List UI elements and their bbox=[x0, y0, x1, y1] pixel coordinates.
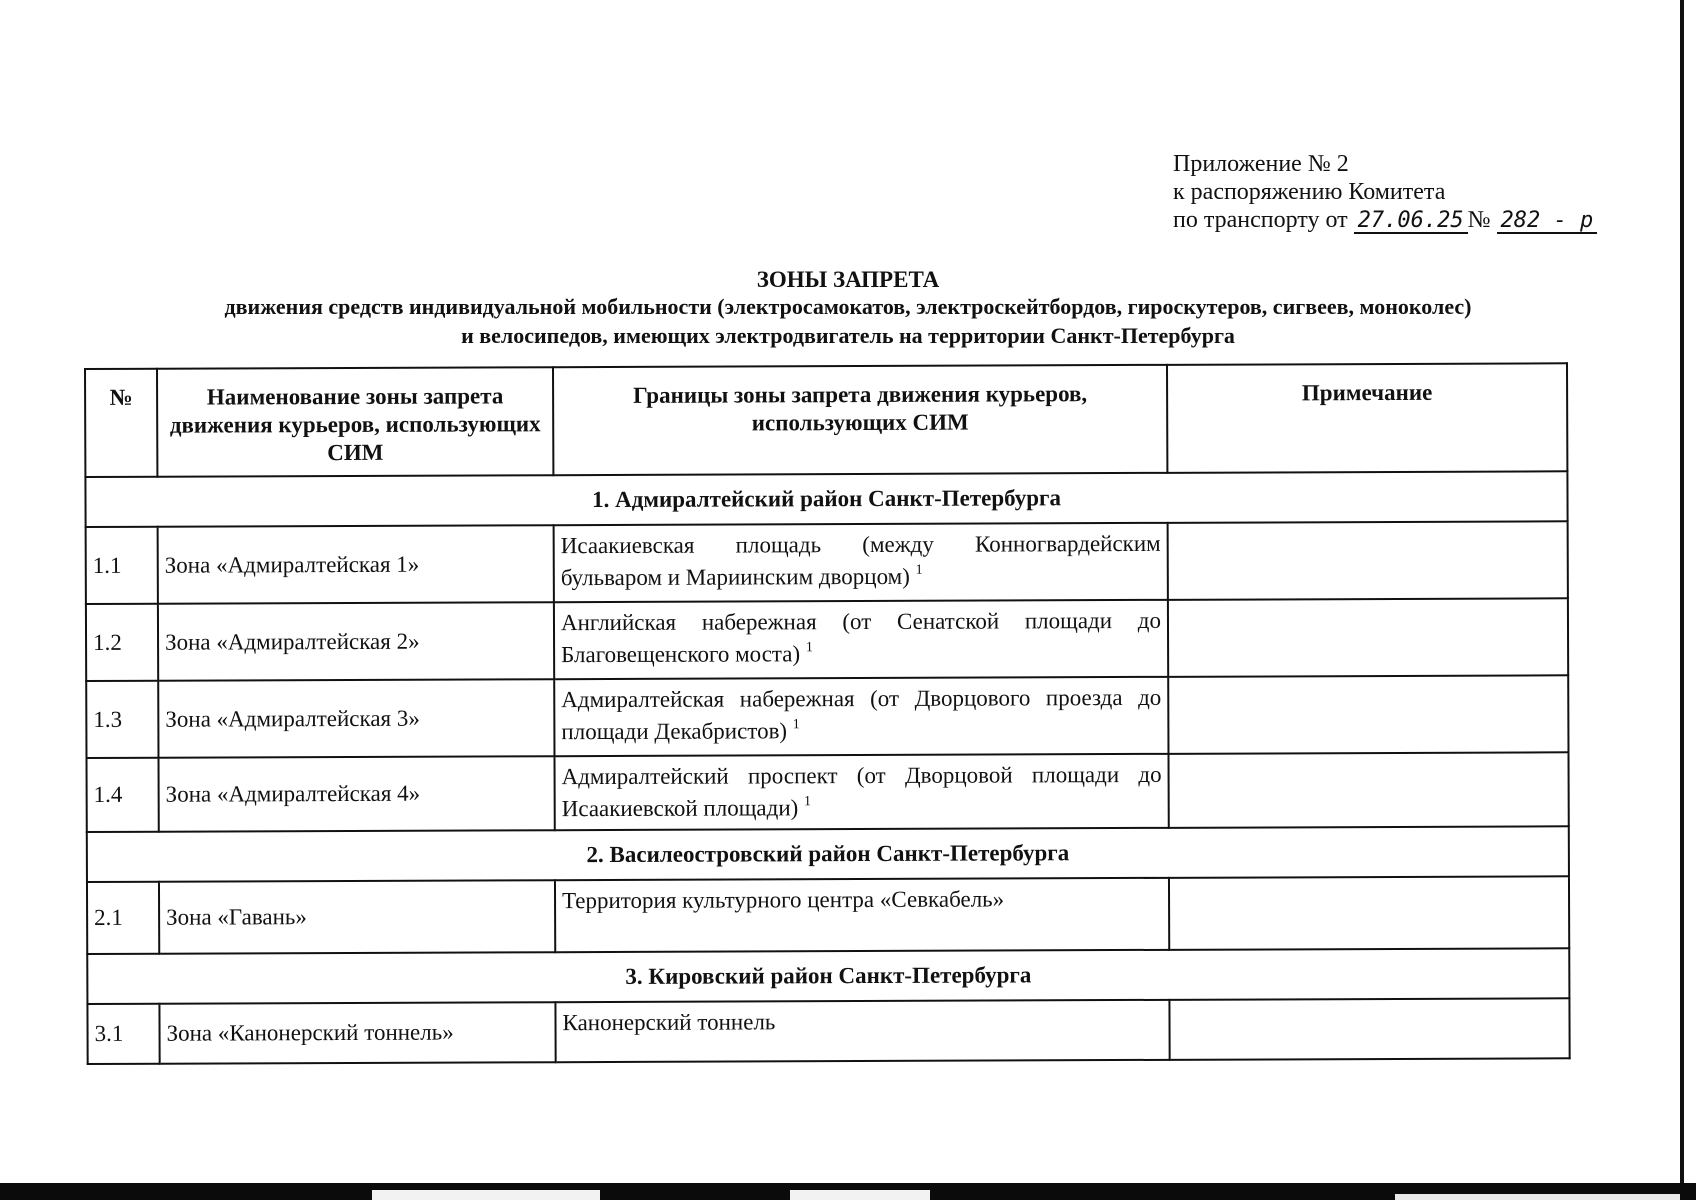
scan-artifact bbox=[1395, 1194, 1680, 1200]
handwritten-date: 27.06.25 bbox=[1354, 210, 1468, 234]
section-title: 2. Василеостровский район Санкт-Петербурга bbox=[87, 826, 1569, 882]
appendix-line-3 bbox=[1173, 206, 1597, 234]
table-row bbox=[86, 521, 1568, 604]
document-subtitle bbox=[150, 292, 1546, 350]
document-title: ЗОНЫ ЗАПРЕТА bbox=[756, 267, 940, 292]
row-bounds-text: Английская набережная (от Сенатской площади до Благовещенского моста) bbox=[560, 607, 1162, 668]
appendix-line-2: к распоряжению Комитета bbox=[1173, 179, 1446, 205]
row-bounds-text: Территория культурного центра «Севкабель» bbox=[562, 886, 1005, 914]
row-bounds-text: Адмиралтейский проспект (от Дворцовой площади до Исаакиевской площади) bbox=[561, 761, 1162, 822]
header-zone-bounds: Границы зоны запрета движения курьеров, использующих СИМ bbox=[553, 365, 1167, 475]
header-note: Примечание bbox=[1167, 363, 1567, 473]
row-number: 1.1 bbox=[86, 527, 158, 604]
row-bounds-text: Исаакиевская площадь (между Конногвардейским бульваром и Мариинским дворцом) bbox=[560, 530, 1161, 591]
row-bounds-text: Канонерский тоннель bbox=[562, 1009, 776, 1036]
scan-artifact bbox=[790, 1190, 930, 1200]
row-zone-name: Зона «Адмиралтейская 2» bbox=[158, 602, 554, 681]
section-row bbox=[85, 471, 1567, 527]
row-zone-name: Зона «Гавань» bbox=[159, 880, 555, 954]
row-zone-name: Зона «Адмиралтейская 4» bbox=[158, 756, 554, 832]
scan-edge-line bbox=[1680, 0, 1684, 1200]
row-zone-bounds bbox=[555, 1000, 1169, 1062]
row-number: 1.4 bbox=[86, 758, 158, 832]
subtitle-line-2: и велосипедов, имеющих электродвигатель на территории Санкт-Петербурга bbox=[461, 323, 1235, 348]
footnote-mark: 1 bbox=[803, 794, 812, 810]
scan-artifact bbox=[372, 1190, 600, 1200]
section-row bbox=[87, 948, 1569, 1004]
row-number: 1.3 bbox=[86, 681, 158, 758]
row-zone-name: Зона «Адмиралтейская 1» bbox=[158, 525, 554, 604]
number-sign: № bbox=[1467, 207, 1491, 233]
row-note bbox=[1168, 675, 1568, 754]
row-zone-name: Зона «Адмиралтейская 3» bbox=[158, 679, 554, 758]
row-zone-bounds bbox=[555, 878, 1169, 952]
row-note bbox=[1168, 521, 1568, 600]
row-zone-name: Зона «Канонерский тоннель» bbox=[159, 1002, 555, 1064]
row-zone-bounds bbox=[554, 754, 1168, 830]
header-number: № bbox=[85, 369, 157, 477]
row-number: 3.1 bbox=[87, 1004, 159, 1064]
footnote-mark: 1 bbox=[805, 640, 813, 656]
handwritten-number: 282 - р bbox=[1497, 210, 1598, 234]
row-note bbox=[1169, 876, 1569, 950]
table-row bbox=[86, 675, 1568, 758]
section-title: 3. Кировский район Санкт-Петербурга bbox=[87, 948, 1569, 1004]
row-number: 2.1 bbox=[87, 882, 159, 954]
subtitle-line-1: движения средств индивидуальной мобильности (электросамокатов, электроскейтбордов, гироскутеров, сигвеев, моноколес) bbox=[224, 294, 1472, 319]
appendix-line-1: Приложение № 2 bbox=[1173, 151, 1349, 177]
row-zone-bounds bbox=[554, 600, 1168, 679]
footnote-mark: 1 bbox=[915, 562, 923, 578]
section-row bbox=[87, 826, 1569, 882]
header-zone-name: Наименование зоны запрета движения курьеров, использующих СИМ bbox=[157, 367, 553, 477]
row-note bbox=[1168, 752, 1568, 828]
row-bounds-text: Адмиралтейская набережная (от Дворцового проезда до площади Декабристов) bbox=[561, 684, 1162, 745]
row-note bbox=[1168, 598, 1568, 677]
zones-table bbox=[84, 362, 1571, 1065]
table-header-row bbox=[85, 363, 1567, 477]
table-row bbox=[87, 998, 1569, 1064]
appendix-line-3-prefix: по транспорту от bbox=[1173, 207, 1348, 233]
footnote-mark: 1 bbox=[792, 717, 800, 733]
row-zone-bounds bbox=[554, 523, 1168, 602]
row-zone-bounds bbox=[554, 677, 1168, 756]
table-row bbox=[86, 598, 1568, 681]
appendix-block bbox=[1173, 150, 1597, 234]
row-number: 1.2 bbox=[86, 604, 158, 681]
table-row bbox=[86, 752, 1568, 832]
section-title: 1. Адмиралтейский район Санкт-Петербурга bbox=[85, 471, 1567, 527]
row-note bbox=[1169, 998, 1569, 1060]
table-row bbox=[87, 876, 1569, 954]
